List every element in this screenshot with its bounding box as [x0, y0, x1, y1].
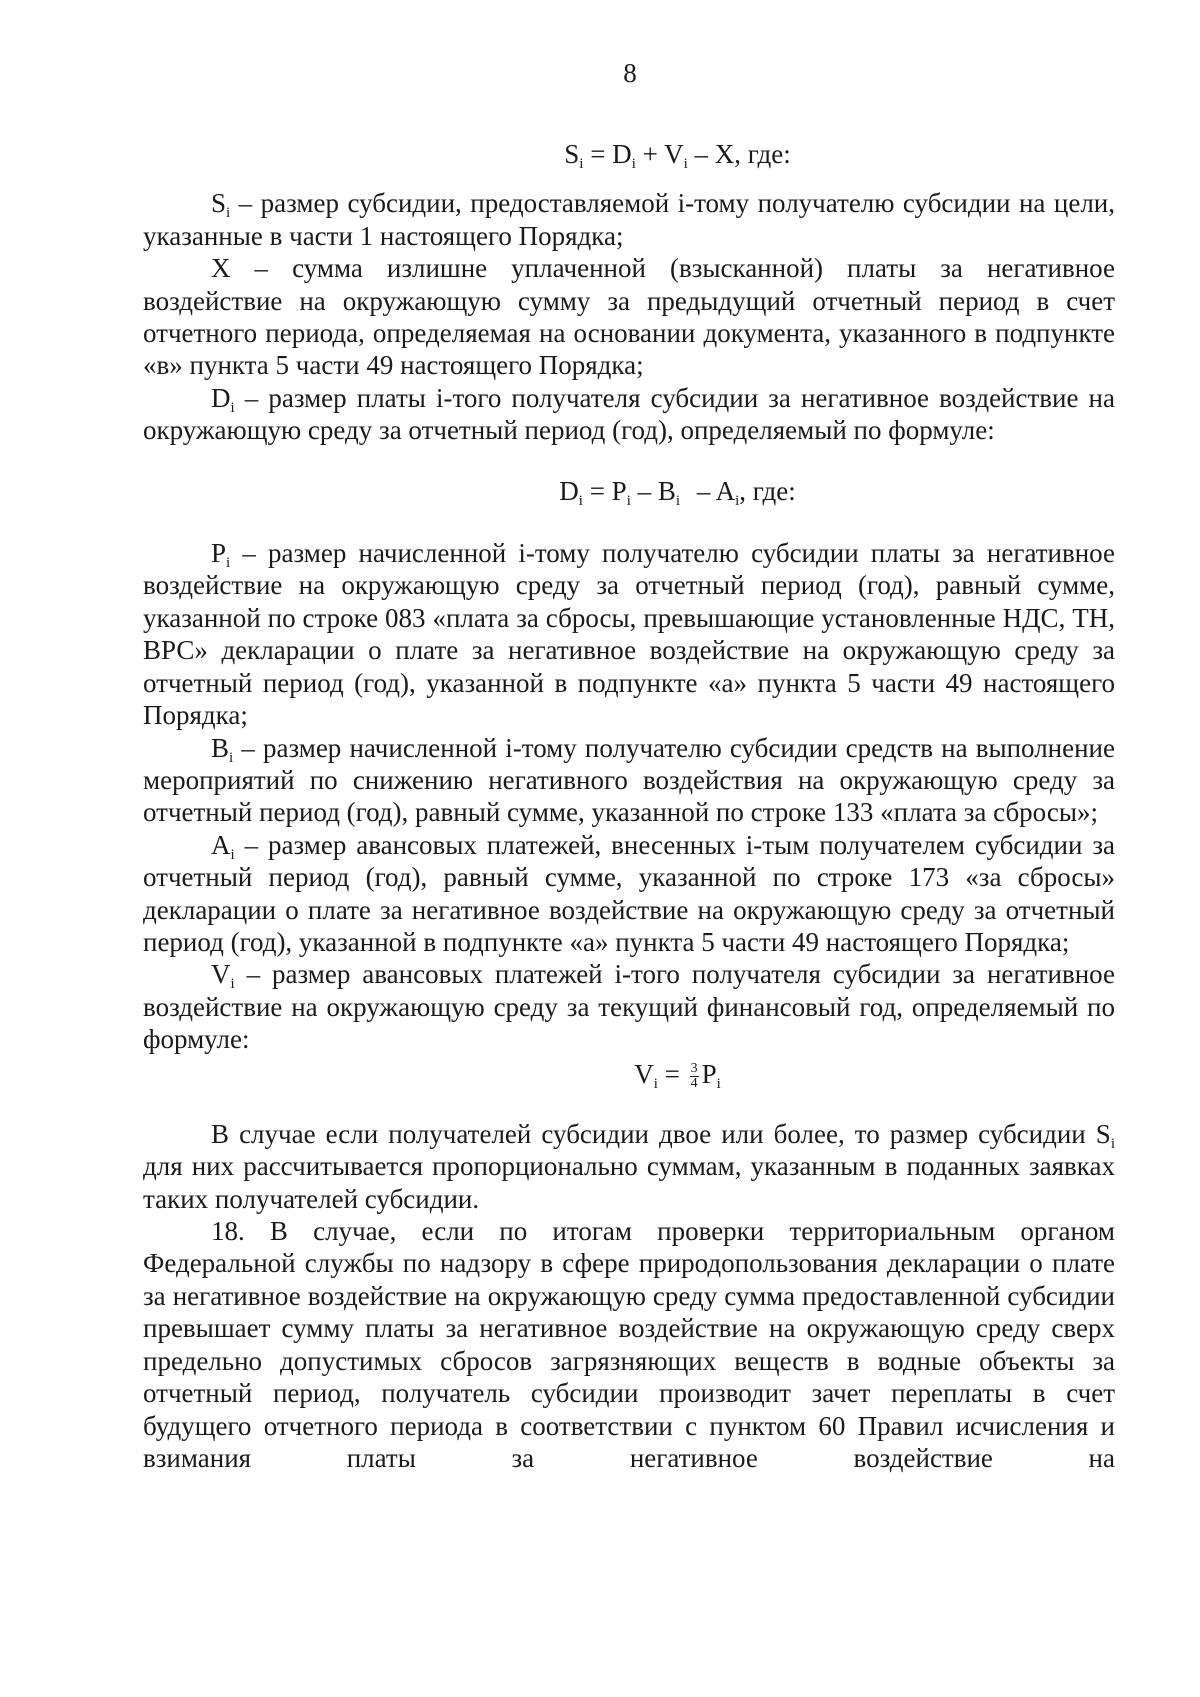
fraction-three-quarters: $\frac{3}{4}$	[690, 1060, 698, 1091]
formula-advance: $V_i$ = $\frac{3}{4}$ $P_i$	[634, 1058, 721, 1092]
definition-s: $S_i$ – размер субсидии, предоставляемой i-тому получателю субсидии на цели, указанные в части 1 настоящего Порядка;	[143, 188, 1115, 251]
definition-a: $A_i$ – размер авансовых платежей, внесенных i-тым получателем субсидии за отчетный период (год), равный сумме, указанной по строке 173 «за сбросы» декларации о плате за негативное воздействие на окружающую среду за отчетный период (год), указанной в подпункте «а» пункта 5 части 49 настоящего Порядка;	[143, 829, 1115, 957]
formula-payment: $D_i = P_i - B_i - A_i$, где:	[559, 475, 796, 509]
paragraph-18: 18. В случае, если по итогам проверки территориальным органом Федеральной службы по надзору в сфере природопользования декларации о плате за негативное воздействие на окружающую среду сумма предоставленной субсидии превышает сумму платы за негативное воздействие на окружающую среду сверх предельно допустимых сбросов загрязняющих веществ в водные объекты за отчетный период, получатель субсидии производит зачет переплаты в счет будущего отчетного периода в соответствии с пунктом 60 Правил исчисления и взимания платы за негативное воздействие на	[143, 1216, 1115, 1473]
paragraph-multiple-recipients: В случае если получателей субсидии двое или более, то размер субсидии $S_i$ для них рассчитывается пропорционально суммам, указанным в поданных заявках таких получателей субсидии.	[143, 1118, 1115, 1214]
document-body	[143, 138, 1115, 1474]
page-number: 8	[623, 58, 637, 88]
definition-d: $D_i$ – размер платы i-того получателя субсидии за негативное воздействие на окружающую среду за отчетный период (год), определяемый по формуле:	[143, 382, 1115, 446]
definition-x: X – сумма излишне уплаченной (взысканной) платы за негативное воздействие на окружающую сумму за предыдущий отчетный период в счет отчетного периода, определяемая на основании документа, указанного в подпункте «в» пункта 5 части 49 настоящего Порядка;	[143, 253, 1115, 381]
definition-b: $B_i$ – размер начисленной i-тому получателю субсидии средств на выполнение мероприятий по снижению негативного воздействия на окружающую среду за отчетный период (год), равный сумме, указанной по строке 133 «плата за сбросы»;	[143, 732, 1115, 828]
definition-p: $P_i$ – размер начисленной i-тому получателю субсидии платы за негативное воздействие на окружающую среду за отчетный период (год), равный сумме, указанной по строке 083 «плата за сбросы, превышающие установленные НДС, ТН, ВРС» декларации о плате за негативное воздействие на окружающую среду за отчетный период (год), указанной в подпункте «а» пункта 5 части 49 настоящего Порядка;	[143, 538, 1115, 731]
formula-subsidy: $S_i = D_i + V_i - X$, где:	[564, 139, 791, 172]
definition-v: $V_i$ – размер авансовых платежей i-того получателя субсидии за негативное воздействие на окружающую среду за текущий финансовый год, определяемый по формуле:	[143, 959, 1115, 1055]
